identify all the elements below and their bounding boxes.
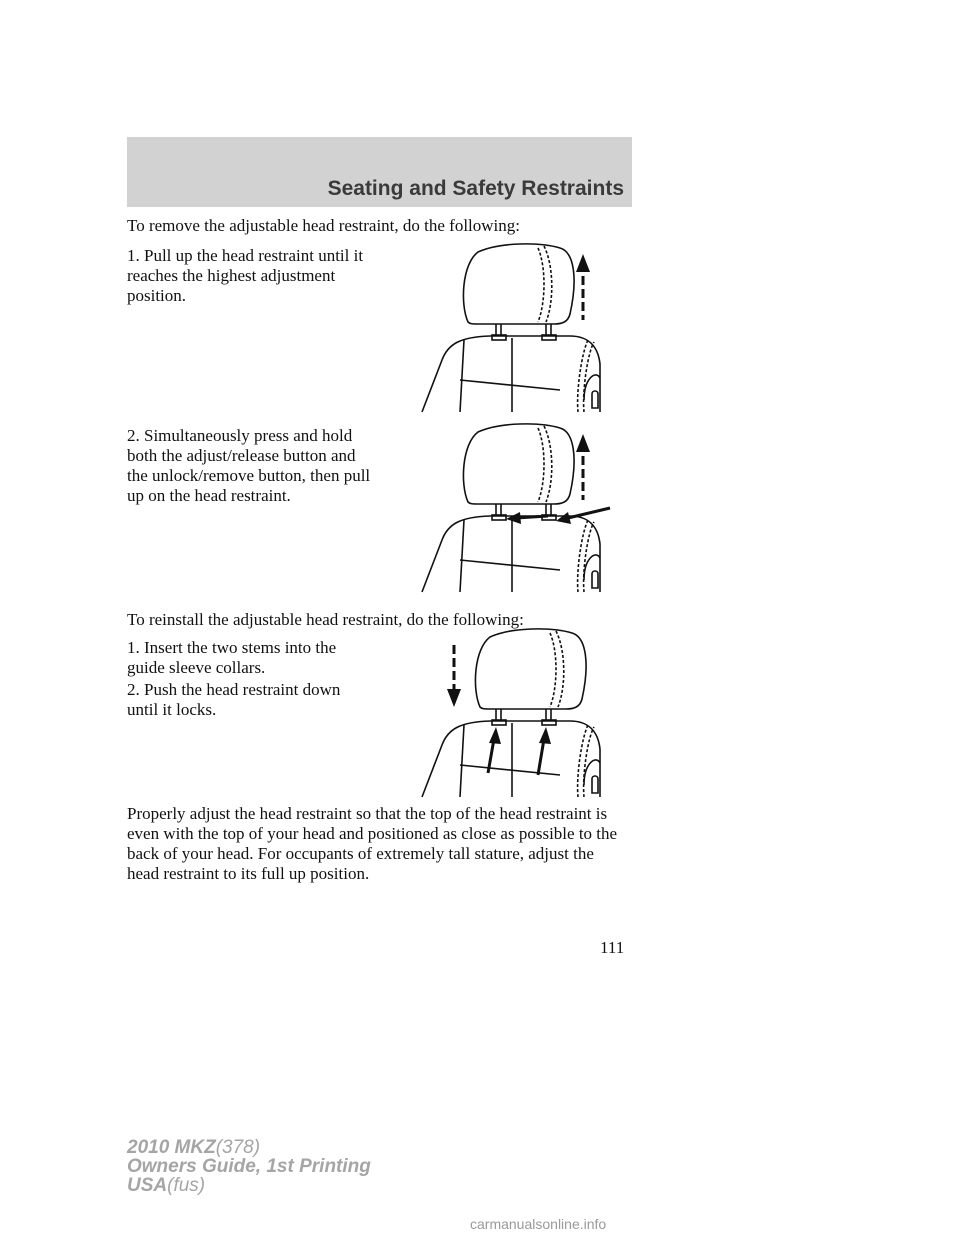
footer-model-line	[127, 1138, 371, 1157]
closing-paragraph: Properly adjust the head restraint so that the top of the head restraint is even with the top of your head and positioned as close as possible to the back of your head. For occupants of extremely tall stature, adjust the head restraint to its full up position.	[127, 804, 618, 883]
page-number: 111	[600, 938, 625, 957]
reinstall-step-2: 2. Push the head restraint down until it locks.	[127, 680, 341, 719]
footer-region-code: (fus)	[167, 1175, 206, 1196]
footer-region-line	[127, 1176, 371, 1195]
footer-guide: Owners Guide, 1st Printing	[127, 1156, 371, 1177]
footer	[127, 1138, 371, 1195]
figure-pull-up	[420, 240, 620, 415]
figure-press-buttons	[420, 420, 620, 595]
remove-intro: To remove the adjustable head restraint, do the following:	[127, 216, 521, 235]
header-band	[127, 137, 632, 207]
reinstall-step-1: 1. Insert the two stems into the guide sleeve collars.	[127, 638, 337, 677]
remove-step-1: 1. Pull up the head restraint until it reaches the highest adjustment position.	[127, 246, 364, 305]
watermark: carmanualsonline.info	[470, 1216, 607, 1232]
footer-model: 2010 MKZ	[127, 1137, 216, 1158]
reinstall-intro: To reinstall the adjustable head restraint, do the following:	[127, 610, 524, 629]
footer-model-code: (378)	[215, 1137, 261, 1158]
figure-insert-stems	[420, 625, 620, 800]
section-title: Seating and Safety Restraints	[327, 177, 624, 200]
footer-region: USA	[127, 1175, 168, 1196]
remove-step-2: 2. Simultaneously press and hold both the adjust/release button and the unlock/remove button, then pull up on the head restraint.	[127, 426, 371, 505]
